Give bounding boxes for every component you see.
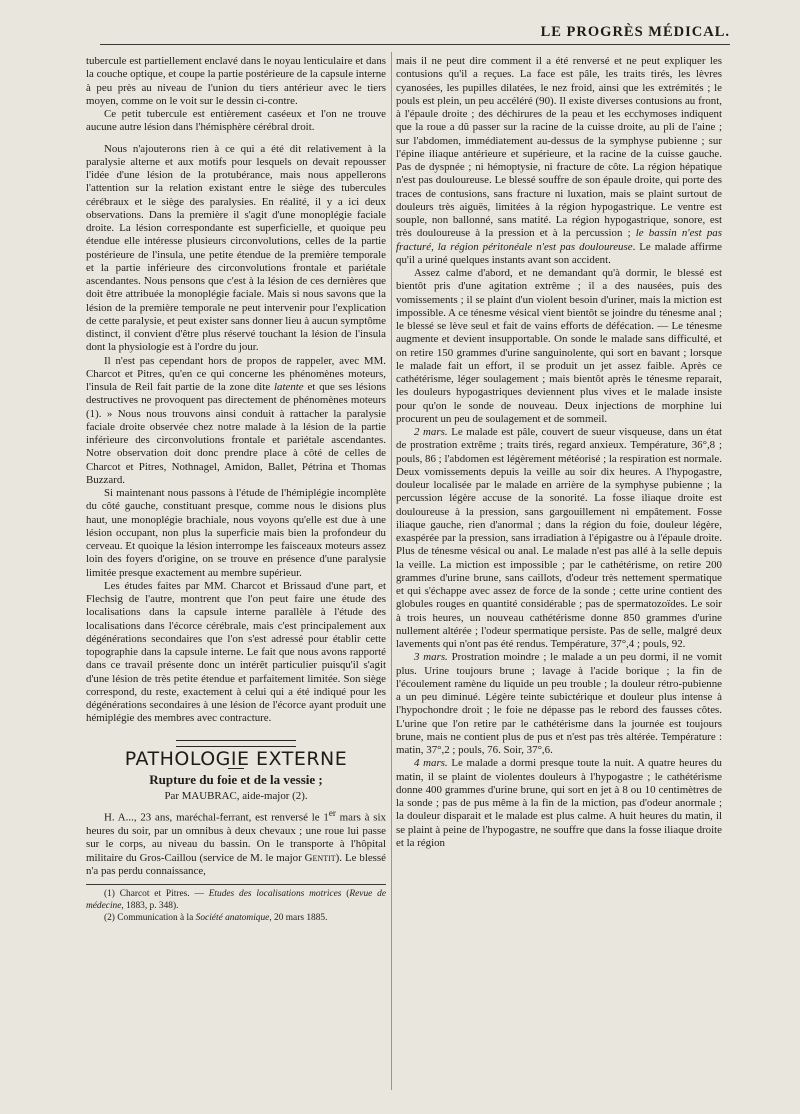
paragraph: 3 mars. Prostration moindre ; le malade a un peu dormi, il ne vomit plus. Urine toujours brune ; lavage à l'acide borique ; la fin de l'écoulement ramène du liquide un peu trouble ; la douleur rétro-pubienne a un peu diminué. Légère teinte subictérique et douleur plus intense à l'hypochondre droit ; le foie ne dépasse pas le rebord des fausses côtes. L'urine que l'on retire par le cathétérisme dans la journée est toujours brune, mais ne contient plus de pus et n'est pas très altérée. Température : matin, 37°,2 ; pouls, 76. Soir, 37°,6. <box>396 651 722 756</box>
section-ornament <box>176 740 296 747</box>
footnote-rule <box>86 884 386 885</box>
paragraph: Nous n'ajouterons rien à ce qui a été dit relativement à la paralysie alterne et aux motifs pour lesquels on devait repousser l'idée d'une lésion de la protubérance, mais nous appellerons l'attention sur la relation existant entre le siège des tubercules cérébraux et le siège des paralysies. En réalité, il y a ici deux observations. Dans la première il s'agit d'une monoplégie faciale droite. La lésion correspondante est superficielle, et quoique peu étendue elle intéresse plusieurs circonvolutions, celles de la partie postérieure de l'insula, une petite étendue de la première temporale et la partie inférieure des circonvolutions frontale et pariétale ascendantes. Nous pensons que c'est à la lésion de ces dernières que doit être attribuée la monoplégie faciale. Mais si nous savons que la lésion de la première temporale ne peut intervenir pour l'explication de cette paralysie, et peut exister sans donner lieu à aucun symptôme distinct, il convient d'être plus réservé touchant la lésion de l'insula dont la physiologie est à l'ordre du jour. <box>86 142 386 354</box>
right-column <box>396 55 722 1090</box>
section-title: PATHOLOGIE EXTERNE <box>124 747 348 770</box>
left-column <box>86 55 386 1090</box>
footnote: (2) Communication à la Société anatomique, 20 mars 1885. <box>104 913 328 924</box>
paragraph: 2 mars. Le malade est pâle, couvert de sueur visqueuse, dans un état de prostration extrême ; traits tirés, regard anxieux. Température, 36°,8 ; pouls, 86 ; l'abdomen est légèrement météorisé ; la respiration est normale. Deux vomissements depuis la veille au soir dix heures. A l'hypogastre, douleur localisée par le malade en arrière de la symphyse pubienne ; la percussion légère accuse de la sonorité. La fosse iliaque droite est douloureuse à la pression, sans gargouillement ni empâtement. Fosse iliaque gauche, rien d'anormal ; dans la région du foie, douleur légère, exaspérée par la pression, sans irradiation à l'épigastre ou à l'épaule droite. Plus de ténesme vésical ou anal. Le malade n'est pas allé à la selle depuis la veille. La miction est impossible ; par le cathétérisme, on retire 200 grammes d'urine brune, sans caillots, d'odeur très nettement spermatique et qui s'échappe avec assez de force de la sonde ; cette urine contient des globules rouges en quantité considérable ; pas de spermatozoïdes. Le soir à trois heures, un nouveau cathétérisme donne 850 grammes d'urine nullement altérée ; l'odeur spermatique persiste. Pas de selle, malgré deux lavements qui n'ont pas été rendus. Température, 37°,4 ; pouls, 92. <box>396 426 722 650</box>
article-byline: Par MAUBRAC, aide-major (2). <box>164 790 308 802</box>
paragraph: 4 mars. Le malade a dormi presque toute la nuit. A quatre heures du matin, il se plaint de violentes douleurs à l'hypogastre ; le cathétérisme donne 400 grammes d'urine brune, qui sort en jet à 8 ou 10 centimètres de la sonde ; pas de pus même à la fin de la miction, pas d'odeur anormale ; la douleur disparait et le malade est plus calme. A huit heures du matin, il se plaint à peine de l'hypogastre, ne souffre que dans la fosse iliaque droite et la région <box>396 757 722 849</box>
paragraph: Il n'est pas cependant hors de propos de rappeler, avec MM. Charcot et Pitres, qu'en ce qui concerne les phénomènes moteurs, l'insula de Reil fait partie de la zone dite latente et que ses lésions destructives ne provoquent pas directement de phénomènes moteurs (1). » Nous nous trouvons ainsi conduit à rattacher la paralysie faciale droite observée chez notre malade à la lésion de la partie inférieure des circonvolutions frontale et pariétale ascendantes. Notre observation doit donc prendre place à côté de celles de Charcot et Pitres, Nothnagel, Amidon, Ballet, Pétrina et Thomas Buzzard. <box>86 354 386 486</box>
paragraph: mais il ne peut dire comment il a été renversé et ne peut expliquer les contusions qu'il a reçues. La face est pâle, les traits tirés, les lèvres cyanosées, les pupilles dilatées, le nez froid, ainsi que les extrémités ; le pouls est plein, un peu accéléré (90). Il existe diverses contusions au front, à l'épaule droite ; des déchirures de la peau et les ecchymoses indiquent que la roue a dû passer sur la racine de la cuisse droite, au pli de l'aine ; sur l'abdomen, immédiatement au-dessus de la symphyse pubienne ; sur l'épine iliaque antérieure et supérieure, et la racine de la cuisse gauche. Pas de dyspnée ; ni hémoptysie, ni fracture de côte. La région hépatique n'est pas douloureuse. Le blessé souffre de son épaule droite, qui porte des traces de contusions, sans fracture ni luxation, mais se plaint surtout de douleurs très aiguës, limitées à la région hypogastrique. Le ventre est souple, non ballonné, sans matité. La région hypogastrique, sonore, est très douloureuse à la pression et à la percussion ; le bassin n'est pas fracturé, la région péritonéale n'est pas douloureuse. Le malade affirme qu'il a uriné quelques instants avant son accident. <box>396 55 722 266</box>
column-divider <box>391 52 392 1090</box>
running-head: LE PROGRÈS MÉDICAL. <box>540 24 730 40</box>
article-title: Rupture du foie et de la vessie ; <box>149 771 323 787</box>
paragraph: H. A..., 23 ans, maréchal-ferrant, est renversé le 1er mars à six heures du soir, par un omnibus à deux chevaux ; une roue lui passe sur le corps, au niveau du bassin. On le transporte à l'hôpital militaire du Gros-Caillou (service de M. le major Gentit). Le blessé n'a pas perdu connaissance, <box>86 808 386 877</box>
paragraph: Les études faites par MM. Charcot et Brissaud d'une part, et Flechsig de l'autre, montrent que l'on peut faire une étude des localisations dans la capsule interne parallèle à l'étude des localisations dans l'écorce cérébrale, mais c'est principalement aux dégénérations secondaires que l'on s'est adressé pour établir cette topographie dans la capsule interne. Le fait que nous avons rapporté dans ce travail présente donc un intérêt particulier puisqu'il s'agit d'une lésion de très petite étendue et parfaitement limitée. Son siège correspond, du reste, exactement à celui qui a été indiqué pour les dégénérations secondaires à une lésion de l'écorce ayant produit une hémiplégie des membres avec contracture. <box>86 579 386 725</box>
paragraph: tubercule est partiellement enclavé dans le noyau lenticulaire et dans la couche optique, et coupe la partie postérieure de la capsule interne à peu près au niveau de l'union du tiers antérieur avec le tiers moyen, comme on le voit sur le dessin ci-contre. <box>86 55 386 107</box>
footnote: (1) Charcot et Pitres. — Etudes des localisations motrices (Revue de médecine, 1883, p. 348). <box>86 889 386 912</box>
paragraph: Si maintenant nous passons à l'étude de l'hémiplégie incomplète du côté gauche, constituant presque, comme nous le disions plus haut, une monoplégie brachiale, nous voyons qu'elle est due à une lésion occupant, non plus la superficie mais bien la profondeur du cerveau. Et quoique la lésion interrompe les faisceaux moteurs assez loin des foyers d'origine, on se trouve en présence d'une paralysie limitée presque exactement au membre supérieur. <box>86 487 386 579</box>
paragraph: Assez calme d'abord, et ne demandant qu'à dormir, le blessé est bientôt pris d'une agitation extrême ; il a des nausées, puis des vomissements ; il se plaint d'un violent besoin d'uriner, mais la miction est impossible. A ce ténesme vésical vient bientôt se joindre du ténesme anal ; le blessé se lève seul et fait de vains efforts de défécation. — Le ténesme augmente et devient insupportable. On sonde le malade sans difficulté, et on retire 150 grammes d'urine sanguinolente, qui sort en bavant ; lorsque le malade fait un effort, il se produit un jet assez faible. Après ce cathétérisme, léger soulagement ; mais bientôt après le ténesme reparait, les douleurs hypogastriques deviennent plus vives et le malade insiste pour qu'on le sonde de nouveau. Deux injections de morphine lui procurent un peu de soulagement et de sommeil. <box>396 267 722 425</box>
paragraph: Ce petit tubercule est entièrement caséeux et l'on ne trouve aucune autre lésion dans l'hémisphère cérébral droit. <box>86 108 386 134</box>
header-rule <box>100 44 730 45</box>
